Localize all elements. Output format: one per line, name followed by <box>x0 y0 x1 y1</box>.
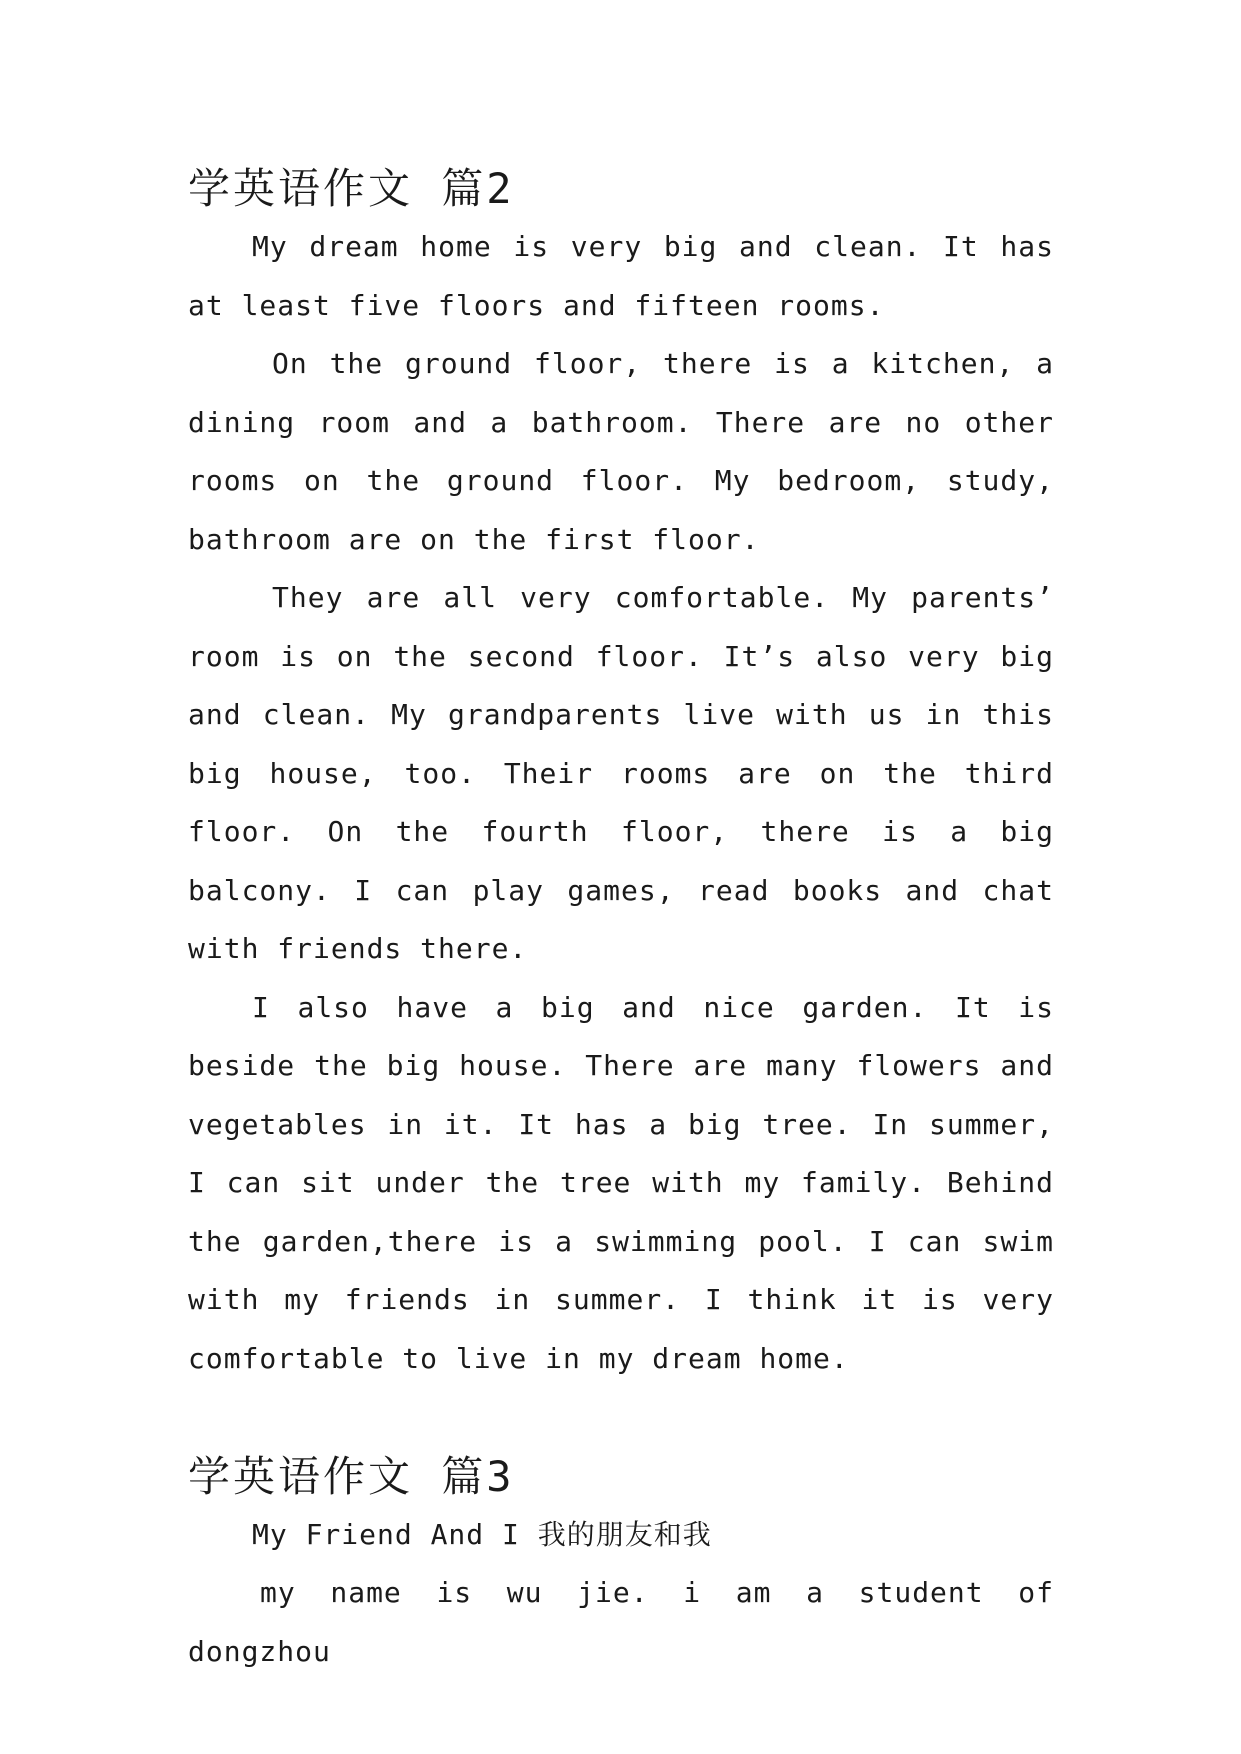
essay-title-3: My Friend And I 我的朋友和我 <box>252 1518 712 1551</box>
paragraph-1: My dream home is very big and clean. It has at least five floors and fifteen rooms. <box>188 230 1054 322</box>
paragraph-first-line: my name is wu jie. i am a student of dongzhou <box>188 1576 1054 1668</box>
paragraph-2: On the ground floor, there is a kitchen, a dining room and a bathroom. There are no other rooms on the ground floor. My bedroom, study, bathroom are on the first floor. <box>188 347 1054 556</box>
section-heading-2: 学英语作文 篇2 <box>188 164 515 213</box>
essay-body-2 <box>188 218 1054 1388</box>
section-heading-3: 学英语作文 篇3 <box>188 1452 515 1501</box>
document-page <box>188 160 1054 1681</box>
section-gap <box>188 1388 1054 1448</box>
paragraph-3: They are all very comfortable. My parents’ room is on the second floor. It’s also very big and clean. My grandparents live with us in this big house, too. Their rooms are on the third floor. On the fourth floor, there is a big balcony. I can play games, read books and chat with friends there. <box>188 581 1054 965</box>
paragraph-4: I also have a big and nice garden. It is beside the big house. There are many flowers and vegetables in it. It has a big tree. In summer, I can sit under the tree with my family. Behind the garden,there is a swimming pool. I can swim with my friends in summer. I think it is very comfortable to live in my dream home. <box>188 990 1054 1375</box>
